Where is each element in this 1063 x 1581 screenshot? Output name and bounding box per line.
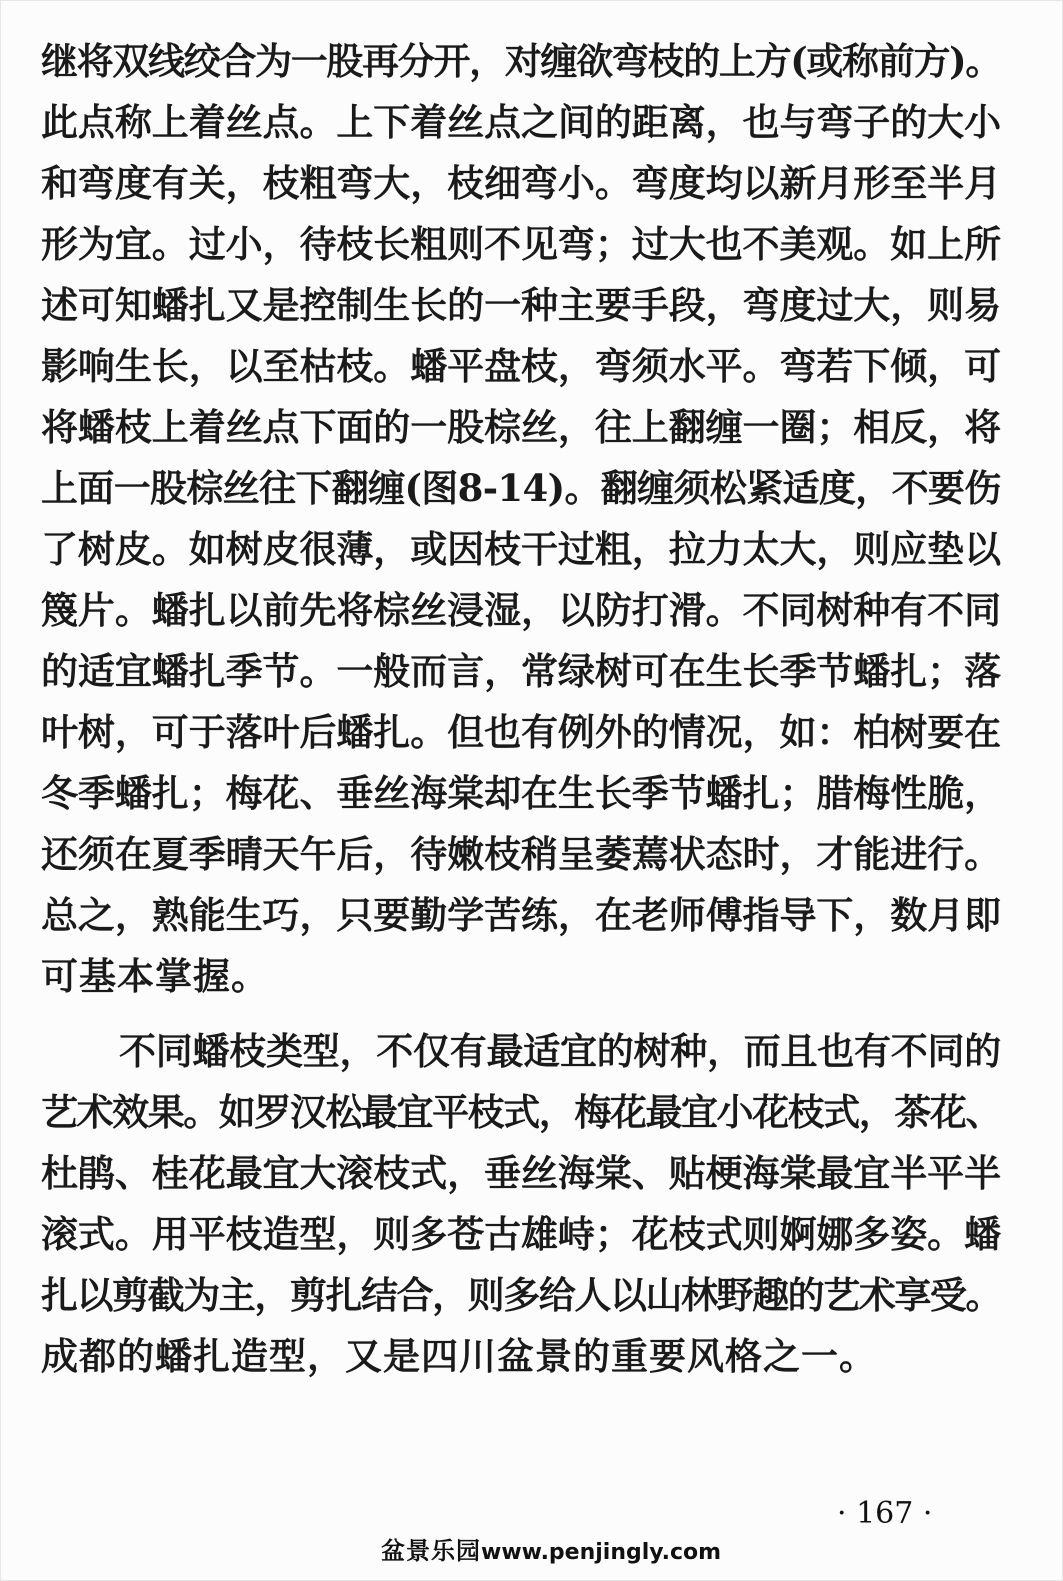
text-line: 杜鹃、桂花最宜大滚枝式，垂丝海棠、贴梗海棠最宜半平半 <box>41 1151 1001 1195</box>
text-line: 述可知蟠扎又是控制生长的一种主要手段，弯度过大，则易 <box>41 283 1001 327</box>
text-line: 滚式。用平枝造型，则多苍古雄峙；花枝式则婀娜多姿。蟠 <box>41 1212 1001 1256</box>
text-line: 此点称上着丝点。上下着丝点之间的距离，也与弯子的大小 <box>41 100 1001 144</box>
text-line: 篾片。蟠扎以前先将棕丝浸湿，以防打滑。不同树种有不同 <box>41 588 1001 632</box>
text-line: 影响生长，以至枯枝。蟠平盘枝，弯须水平。弯若下倾，可 <box>41 344 1001 388</box>
text-line: 形为宜。过小，待枝长粗则不见弯；过大也不美观。如上所 <box>41 222 1001 266</box>
site-watermark <box>381 1533 721 1569</box>
text-line: 不同蟠枝类型，不仅有最适宜的树种，而且也有不同的 <box>119 1029 1001 1073</box>
text-line: 和弯度有关，枝粗弯大，枝细弯小。弯度均以新月形至半月 <box>41 161 1001 205</box>
text-line: 冬季蟠扎；梅花、垂丝海棠却在生长季节蟠扎；腊梅性脆， <box>41 771 1001 815</box>
text-line: 可基本掌握。 <box>41 954 269 998</box>
text-line: 将蟠枝上着丝点下面的一股棕丝，往上翻缠一圈；相反，将 <box>41 405 1001 449</box>
text-line: 还须在夏季晴天午后，待嫩枝稍呈萎蔫状态时，才能进行。 <box>41 832 1001 876</box>
text-line: 了树皮。如树皮很薄，或因枝干过粗，拉力太大，则应垫以 <box>41 527 1001 571</box>
text-line: 总之，熟能生巧，只要勤学苦练，在老师傅指导下，数月即 <box>41 893 1001 937</box>
text-line: 继将双线绞合为一股再分开，对缠欲弯枝的上方(或称前方)。 <box>41 39 1001 83</box>
body-text <box>41 31 1001 1387</box>
text-line: 成都的蟠扎造型，又是四川盆景的重要风格之一。 <box>41 1334 877 1378</box>
text-line: 叶树，可于落叶后蟠扎。但也有例外的情况，如：柏树要在 <box>41 710 1001 754</box>
paragraph-gap <box>41 1007 1001 1021</box>
paragraph-1 <box>41 31 1001 1007</box>
page-number: · 167 · <box>837 1496 933 1531</box>
text-line: 艺术效果。如罗汉松最宜平枝式，梅花最宜小花枝式，茶花、 <box>41 1090 1001 1134</box>
watermark-site-name: 盆景乐园 <box>381 1537 481 1565</box>
text-line: 扎以剪截为主，剪扎结合，则多给人以山林野趣的艺术享受。 <box>41 1273 1001 1317</box>
watermark-url: www.penjingly.com <box>481 1540 722 1565</box>
text-line: 的适宜蟠扎季节。一般而言，常绿树可在生长季节蟠扎；落 <box>41 649 1001 693</box>
text-line: 上面一股棕丝往下翻缠(图8-14)。翻缠须松紧适度，不要伤 <box>41 466 1001 510</box>
paragraph-2 <box>41 1021 1001 1387</box>
